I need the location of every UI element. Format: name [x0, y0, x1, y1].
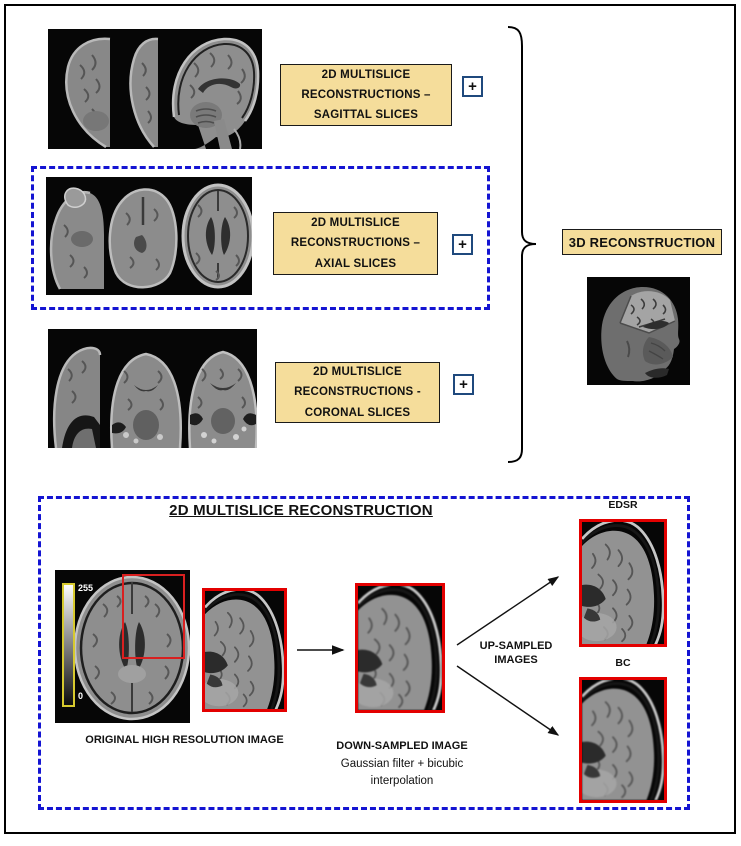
colorbar-min-label: 0 [78, 691, 84, 701]
coronal-slices-image [48, 329, 257, 448]
plus-glyph: + [458, 236, 467, 253]
arrow-right [293, 640, 353, 660]
3d-reconstruction-box [562, 229, 722, 255]
3d-reconstruction-label: 3D RECONSTRUCTION [568, 234, 716, 250]
sagittal-label-line3: SAGITTAL SLICES [313, 109, 419, 122]
coronal-label-line3: CORONAL SLICES [304, 406, 411, 419]
original-image-caption [62, 733, 307, 747]
sagittal-label-line1: 2D MULTISLICE [321, 68, 411, 81]
bottom-section-title-text: 2D MULTISLICE RECONSTRUCTION [169, 502, 433, 519]
bc-label-text: BC [615, 657, 631, 669]
bc-label [579, 657, 667, 669]
original-image-caption-text: ORIGINAL HIGH RESOLUTION IMAGE [85, 734, 284, 746]
edsr-label-text: EDSR [608, 499, 638, 511]
axial-label-line1: 2D MULTISLICE [311, 217, 400, 230]
axial-label-box [273, 212, 438, 275]
colorbar-max-label: 255 [78, 583, 94, 593]
edsr-image [579, 519, 667, 647]
cropped-region-image [202, 588, 287, 712]
downsampled-subcaption [318, 756, 486, 789]
original-image [55, 570, 190, 723]
edsr-label [579, 499, 667, 511]
axial-label-line3: AXIAL SLICES [314, 257, 397, 270]
sagittal-label-box [280, 64, 452, 126]
downsampled-caption-text: DOWN-SAMPLED IMAGE [336, 740, 468, 752]
3d-head-image [587, 277, 690, 385]
bc-image [579, 677, 667, 803]
plus-icon-axial [452, 234, 473, 255]
axial-label-line2: RECONSTRUCTIONS – [290, 237, 421, 250]
sagittal-label-line2: RECONSTRUCTIONS – [301, 88, 431, 101]
downsampled-subcaption-line1: Gaussian filter + bicubic [340, 758, 464, 770]
downsampled-subcaption-line2: interpolation [370, 774, 434, 787]
plus-icon-sagittal [462, 76, 483, 97]
curly-brace [503, 20, 548, 475]
sagittal-slices-image [48, 29, 262, 149]
upsampled-caption-line2: IMAGES [494, 654, 538, 667]
bottom-section-title [146, 502, 456, 519]
axial-slices-image [46, 177, 252, 295]
upsampled-caption [470, 639, 562, 668]
coronal-label-box [275, 362, 440, 423]
coronal-label-line2: RECONSTRUCTIONS - [294, 386, 421, 399]
plus-icon-coronal [453, 374, 474, 395]
plus-glyph: + [468, 78, 477, 95]
upsampled-caption-line1: UP-SAMPLED [479, 640, 553, 652]
plus-glyph: + [459, 376, 468, 393]
coronal-label-line1: 2D MULTISLICE [313, 366, 402, 379]
downsampled-image [355, 583, 445, 713]
downsampled-caption [318, 739, 486, 753]
